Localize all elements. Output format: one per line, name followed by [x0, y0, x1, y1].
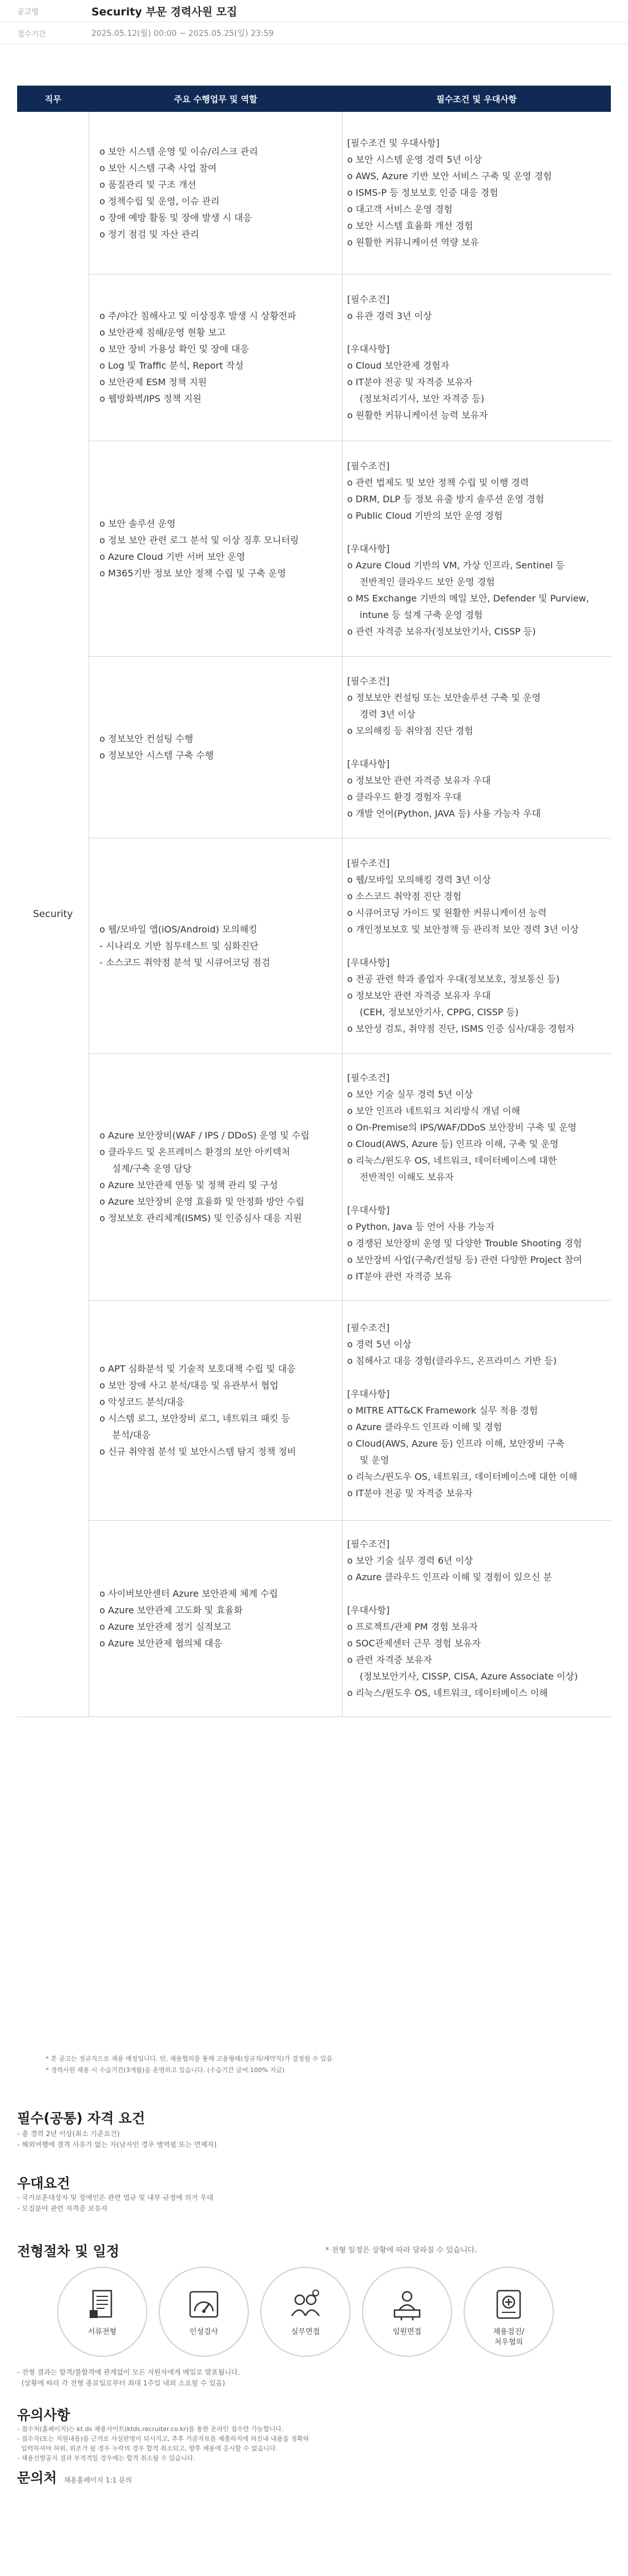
requirement-line [347, 1185, 611, 1202]
qualification-line: - 총 경력 2년 이상(최소 기준요건) [17, 2130, 120, 2138]
preference-line: - 모집분야 관련 자격증 보유자 [17, 2204, 108, 2212]
requirement-line: o 프로젝트/관제 PM 경험 보유자 [347, 1618, 611, 1635]
role-line: o 보안 솔루션 운영 [99, 515, 342, 532]
requirements-cell [343, 1053, 611, 1300]
requirement-heading: [필수조건] [347, 294, 390, 305]
process-steps [57, 2267, 554, 2357]
requirement-line: o 침해사고 대응 경험(클라우드, 온프라미스 기반 등) [347, 1352, 611, 1369]
requirement-line: intune 등 설계 구축 운영 경험 [360, 609, 483, 620]
gauge-icon [187, 2287, 221, 2321]
role-line: o Azure 보안장비(WAF / IPS / DDoS) 운영 및 수립 [99, 1127, 342, 1144]
requirement-heading: [우대사항] [347, 1204, 390, 1216]
requirement-line: o On-Premise의 IPS/WAF/DDoS 보안장비 구축 및 운영 [347, 1119, 611, 1136]
footnote-line: (상황에 따라 각 전형 종료일로부터 최대 1주일 내외 소요될 수 있음) [17, 2379, 226, 2387]
process-footnote [17, 2367, 240, 2389]
requirement-line: o DRM, DLP 등 정보 유출 방지 솔루션 운영 경험 [347, 491, 611, 507]
requirement-line: o 보안 인프라 네트워크 처리방식 개념 이해 [347, 1103, 611, 1119]
roles-cell [89, 1520, 343, 1717]
requirement-line: o 보안 시스템 효율화 개선 경험 [347, 217, 611, 234]
step-label: 인성검사 [189, 2328, 219, 2336]
requirement-line: 전반적인 클라우드 보안 운영 경험 [360, 576, 495, 587]
requirement-line: o 보안 기술 실무 경력 6년 이상 [347, 1552, 611, 1569]
requirement-line: o 경력 5년 이상 [347, 1336, 611, 1352]
role-line: o 정보 보안 관련 로그 분석 및 이상 징후 모니터링 [99, 532, 342, 548]
table-row [17, 1520, 611, 1717]
requirement-line: o 관련 법제도 및 보안 정책 수립 및 이행 경력 [347, 474, 611, 491]
caution-line: 입력하셔야 허위, 위조가 될 경우 누락의 경우 합격 취소되고, 향후 채용에 응시할 수 없습니다. [17, 2445, 278, 2452]
roles-cell [89, 274, 343, 441]
process-title: 전형절차 및 일정 [17, 2243, 119, 2259]
requirement-heading: [필수조건 및 우대사항] [347, 138, 440, 149]
requirement-line: o 보안 시스템 운영 경력 5년 이상 [347, 151, 611, 168]
requirement-line: o 원활한 커뮤니케이션 능력 보유자 [347, 407, 611, 423]
requirement-line: o ISMS-P 등 정보보호 인증 대응 경험 [347, 184, 611, 201]
requirement-heading: [우대사항] [347, 344, 390, 354]
roles-cell [89, 112, 343, 274]
role-line: 분석/대응 [112, 1430, 151, 1440]
table-row [17, 112, 611, 274]
requirements-cell [343, 656, 611, 838]
contact-text: 채용홈페이지 1:1 문의 [63, 2476, 132, 2484]
role-line: o M365기반 정보 보안 정책 수립 및 구축 운영 [99, 565, 342, 582]
requirement-heading: [필수조건] [347, 675, 390, 687]
note-line: * 경력사원 채용 시 수습기간(3개월)을 운영하고 있습니다. (수습기간 급여 100% 지급) [46, 2066, 285, 2074]
role-line: o 정기 점검 및 자산 관리 [99, 226, 342, 243]
requirement-line: o 전공 관련 학과 졸업자 우대(정보보호, 정보통신 등) [347, 971, 611, 987]
requirement-line: o 보안장비 사업(구축/컨설팅 등) 관련 다양한 Project 참여 [347, 1251, 611, 1268]
contact-title: 문의처 [17, 2470, 57, 2486]
page-title: Security 부문 경력사원 모집 [91, 5, 237, 18]
caution-body [17, 2424, 309, 2463]
table-row [17, 1053, 611, 1300]
caution-line: - 접수처(홈페이지)는 kt ds 채용사이트(ktds.recruiter.co.kr)를 통한 온라인 접수만 가능합니다. [17, 2425, 284, 2433]
requirement-line: o Cloud 보안관제 경험자 [347, 357, 611, 374]
requirement-line: o IT분야 전공 및 자격증 보유자 [347, 374, 611, 390]
step-label: 임원면접 [392, 2328, 422, 2336]
role-line: o Azure 보안장비 운영 효율화 및 안정화 방안 수립 [99, 1193, 342, 1210]
preference-line: - 국가보훈대상자 및 장애인은 관련 법규 및 내부 규정에 의거 우대 [17, 2194, 214, 2202]
note-line: * 본 공고는 정규직으로 채용 예정입니다. 단, 채용협의를 통해 고용형태(정규직/계약직)가 결정될 수 있음 [46, 2055, 333, 2062]
role-line: o 악성코드 분석/대응 [99, 1394, 342, 1410]
requirement-line: (정보보안기사, CISSP, CISA, Azure Associate 이상) [360, 1671, 578, 1682]
executive-icon [390, 2287, 424, 2321]
requirement-line: o 리눅스/윈도우 OS, 네트워크, 데이터베이스에 대한 [347, 1152, 611, 1169]
role-line: o 보안 시스템 운영 및 이슈/리스크 관리 [99, 143, 342, 160]
footnote-line: - 전형 결과는 합격/불합격에 관계없이 모든 지원자에게 메일로 발표됩니다. [17, 2368, 240, 2376]
role-line: o 정보보안 시스템 구축 수행 [99, 747, 342, 764]
role-line: o Azure 보안관제 협의체 대응 [99, 1635, 342, 1652]
caution-line: - 채용선발공지 결과 부적격일 경우에는 합격 취소될 수 있습니다. [17, 2454, 195, 2462]
role-line: o 보안 장애 사고 분석/대응 및 유관부서 협업 [99, 1377, 342, 1394]
requirement-heading: [우대사항] [347, 1388, 390, 1399]
requirement-heading: [우대사항] [347, 956, 390, 968]
requirement-line: o 리눅스/윈도우 OS, 네트워크, 데이터베이스에 대한 이해 [347, 1468, 611, 1485]
process-note: * 전형 일정은 상황에 따라 달라질 수 있습니다. [325, 2246, 477, 2255]
role-line: o 보안 장비 가용성 확인 및 장애 대응 [99, 341, 342, 357]
requirement-line: (CEH, 정보보안기사, CPPG, CISSP 등) [360, 1006, 519, 1018]
qualification-line: - 해외여행에 결격 사유가 없는 자(남자인 경우 병역필 또는 면제자) [17, 2141, 217, 2149]
employment-notes [46, 2053, 332, 2076]
checkup-icon [492, 2287, 526, 2321]
role-line: o Azure Cloud 기반 서버 보안 운영 [99, 548, 342, 565]
role-line: o Azure 보안관제 연동 및 정책 관리 및 구성 [99, 1177, 342, 1193]
requirement-line: o 개발 언어(Python, JAVA 등) 사용 가능자 우대 [347, 805, 611, 822]
table-row [17, 656, 611, 838]
role-line: o 장애 예방 활동 및 장애 발생 시 대응 [99, 209, 342, 226]
requirement-line: o SOC관제센터 근무 경험 보유자 [347, 1635, 611, 1652]
role-line: o 보안관제 침해/운영 현황 보고 [99, 324, 342, 341]
role-line: o Log 및 Traffic 분석, Report 작성 [99, 357, 342, 374]
requirement-line: o Cloud(AWS, Azure 등) 인프라 이해, 구축 및 운영 [347, 1136, 611, 1152]
role-line: o 보안 시스템 구축 사업 참여 [99, 160, 342, 176]
role-line: 설계/구축 운영 담당 [112, 1163, 192, 1174]
role-line: o 정보보안 컨설팅 수행 [99, 730, 342, 747]
role-line: o APT 심화분석 및 기술적 보호대책 수립 및 대응 [99, 1360, 342, 1377]
requirements-cell [343, 274, 611, 441]
requirement-line: (정보처리기사, 보안 자격증 등) [360, 393, 485, 404]
requirement-line: o 대고객 서비스 운영 경험 [347, 201, 611, 217]
requirement-line: o IT분야 전공 및 자격증 보유자 [347, 1485, 611, 1501]
requirement-line: o MS Exchange 기반의 메일 보안, Defender 및 Purview, [347, 590, 611, 607]
preference-body [17, 2193, 214, 2214]
requirement-heading: [우대사항] [347, 758, 390, 769]
dept-cell: Security [17, 112, 89, 1717]
requirement-line: o Azure Cloud 기반의 VM, 가상 인프라, Sentinel 등 [347, 557, 611, 574]
requirement-line: o Python, Java 등 언어 사용 가능자 [347, 1218, 611, 1235]
requirement-line [347, 739, 611, 756]
roles-cell [89, 1300, 343, 1520]
requirement-line: 경력 3년 이상 [360, 708, 416, 720]
requirements-cell [343, 441, 611, 656]
contact-section [17, 2466, 132, 2486]
requirement-line: o 보안 기술 실무 경력 5년 이상 [347, 1086, 611, 1103]
requirement-line: o Public Cloud 기반의 보안 운영 경험 [347, 507, 611, 524]
requirement-line: 및 운영 [360, 1454, 389, 1465]
requirement-line: o 클라우드 환경 경험자 우대 [347, 789, 611, 805]
step-label: 실무면접 [291, 2328, 320, 2336]
requirement-heading: [필수조건] [347, 1322, 390, 1333]
role-line: - 소스코드 취약점 분석 및 시큐어코딩 점검 [99, 956, 271, 968]
requirement-line: o Azure 클라우드 인프라 이해 및 경험이 있으신 분 [347, 1569, 611, 1585]
table-header-row [17, 86, 611, 112]
role-line: o 품질관리 및 구조 개선 [99, 176, 342, 193]
requirement-line [347, 938, 611, 954]
requirement-heading: [우대사항] [347, 543, 390, 554]
requirements-cell [343, 838, 611, 1053]
step-practical-interview [260, 2267, 351, 2357]
preference-title: 우대요건 [17, 2175, 70, 2191]
requirements-cell [343, 1520, 611, 1717]
qualification-title: 필수(공통) 자격 요건 [17, 2110, 146, 2126]
requirement-line: o 모의해킹 등 취약점 진단 경험 [347, 722, 611, 739]
requirement-line: o 관련 자격증 보유자(정보보안기사, CISSP 등) [347, 623, 611, 640]
step-label [465, 2327, 553, 2348]
header-dept: 직무 [17, 86, 89, 112]
step-executive-interview [362, 2267, 452, 2357]
requirement-line [347, 1369, 611, 1386]
period-value: 2025.05.12(월) 00:00 ~ 2025.05.25(일) 23:59 [91, 29, 274, 38]
table-row [17, 274, 611, 441]
requirement-line: o IT분야 관련 자격증 보유 [347, 1268, 611, 1285]
requirement-line: o 원활한 커뮤니케이션 역량 보유 [347, 234, 611, 251]
requirement-line: o 관련 자격증 보유자 [347, 1652, 611, 1668]
requirements-cell [343, 112, 611, 274]
document-icon [85, 2287, 119, 2321]
table-row [17, 441, 611, 656]
title-key: 공고명 [17, 7, 39, 17]
step-health-check [464, 2267, 554, 2357]
requirement-heading: [우대사항] [347, 1605, 390, 1616]
jobs-table [17, 86, 611, 1717]
requirement-line: o 정보보안 관련 자격증 보유자 우대 [347, 987, 611, 1004]
requirement-heading: [필수조건] [347, 1539, 390, 1549]
requirement-line: o 정보보안 관련 자격증 보유자 우대 [347, 772, 611, 789]
step-document-screening [57, 2267, 147, 2357]
requirement-line: o Azure 클라우드 인프라 이해 및 경험 [347, 1419, 611, 1435]
requirement-line: o 정보보안 컨설팅 또는 보안솔루션 구축 및 운영 [347, 689, 611, 706]
role-line: o 웹방화벽/IPS 정책 지원 [99, 390, 342, 407]
requirement-line [347, 324, 611, 341]
requirements-cell [343, 1300, 611, 1520]
role-line: o 보안관제 ESM 정책 지원 [99, 374, 342, 390]
role-line: o 클라우드 및 온프레미스 환경의 보안 아키텍처 [99, 1144, 342, 1160]
requirement-line: o AWS, Azure 기반 보안 서비스 구축 및 운영 경험 [347, 168, 611, 184]
role-line: o 주/야간 침해사고 및 이상징후 발생 시 상황전파 [99, 308, 342, 324]
roles-cell [89, 656, 343, 838]
header-reqs: 필수조건 및 우대사항 [343, 86, 611, 112]
requirement-line: o 시큐어코딩 가이드 및 원활한 커뮤니케이션 능력 [347, 905, 611, 921]
roles-cell [89, 1053, 343, 1300]
requirement-line: o 리눅스/윈도우 OS, 네트워크, 데이터베이스 이해 [347, 1685, 611, 1701]
requirement-line: o 소스코드 취약점 진단 경험 [347, 888, 611, 905]
role-line: o 신규 취약점 분석 및 보안시스템 탐지 정책 정비 [99, 1443, 342, 1460]
roles-cell [89, 441, 343, 656]
period-key: 접수기간 [17, 30, 46, 39]
requirement-line: o 보안성 검토, 취약점 진단, ISMS 인증 심사/대응 경험자 [347, 1020, 611, 1037]
role-line: o 정보보호 관리체계(ISMS) 및 인증심사 대응 지원 [99, 1210, 342, 1226]
requirement-heading: [필수조건] [347, 857, 390, 869]
period-row [0, 22, 628, 45]
role-line: o 정책수립 및 운영, 이슈 관리 [99, 193, 342, 209]
role-line: o Azure 보안관제 고도화 및 효율화 [99, 1602, 342, 1618]
step-personality-test [159, 2267, 249, 2357]
title-row [0, 0, 628, 22]
requirement-line: o MITRE ATT&CK Framework 실무 적용 경험 [347, 1402, 611, 1419]
requirement-line: 전반적인 이해도 보유자 [360, 1171, 454, 1182]
step-label-line: 처우협의 [494, 2338, 524, 2347]
caution-title: 유의사항 [17, 2407, 70, 2423]
header-roles: 주요 수행업무 및 역할 [89, 86, 343, 112]
requirement-line: o 개인정보보호 및 보안정책 등 관리적 보안 경력 3년 이상 [347, 921, 611, 938]
role-line: o 사이버보안센터 Azure 보안관제 체계 수립 [99, 1585, 342, 1602]
requirement-line: o 웹/모바일 모의해킹 경력 3년 이상 [347, 871, 611, 888]
requirement-line: o 유관 경력 3년 이상 [347, 308, 611, 324]
table-row [17, 1300, 611, 1520]
requirement-line: o Cloud(AWS, Azure 등) 인프라 이해, 보안장비 구축 [347, 1435, 611, 1452]
requirement-line [347, 524, 611, 540]
step-label-line: 채용검진/ [493, 2328, 525, 2336]
requirement-heading: [필수조건] [347, 460, 390, 471]
meta-section [0, 0, 628, 45]
requirement-line: o 경쟁된 보안장비 운영 및 다양한 Trouble Shooting 경험 [347, 1235, 611, 1251]
roles-cell [89, 838, 343, 1053]
interview-icon [288, 2287, 323, 2321]
requirement-line [347, 1585, 611, 1602]
step-label: 서류전형 [87, 2328, 117, 2336]
role-line: o 시스템 로그, 보안장비 로그, 네트워크 패킷 등 [99, 1410, 342, 1427]
caution-line: - 접수자(또는 지원내용)를 근거로 사실판명이 되시지고, 추후 거증자료를 제출하지에 허진내 내용을 정확하 [17, 2435, 309, 2442]
table-row [17, 838, 611, 1053]
qualification-body [17, 2129, 216, 2150]
role-line: o 웹/모바일 앱(iOS/Android) 모의해킹 [99, 921, 342, 938]
role-line: - 시나리오 기반 침투테스트 및 심화진단 [99, 940, 259, 951]
requirement-heading: [필수조건] [347, 1072, 390, 1083]
role-line: o Azure 보안관제 정기 실적보고 [99, 1618, 342, 1635]
